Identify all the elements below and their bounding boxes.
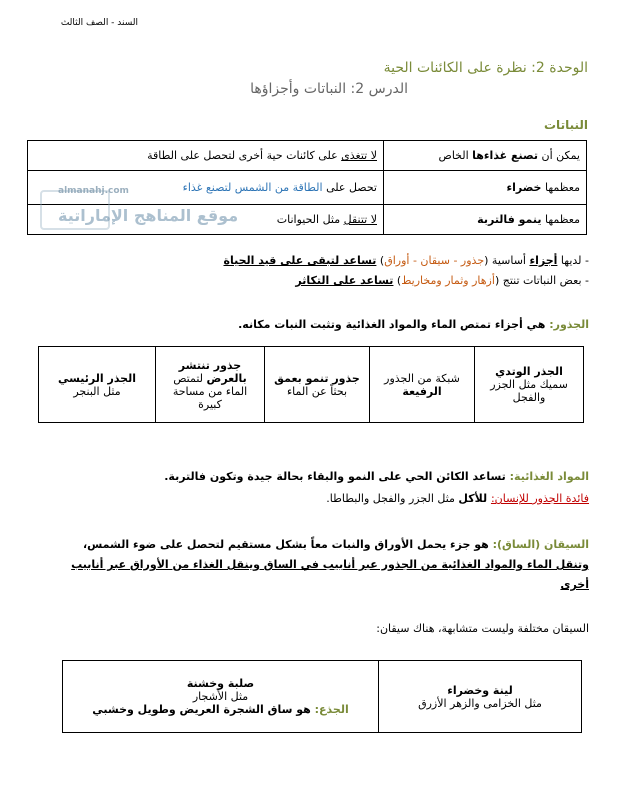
unit-title: الوحدة 2: نظرة على الكائنات الحية — [383, 60, 588, 76]
watermark-logo: almanahj.com — [58, 186, 129, 196]
roots-definition: الجذور: هي أجزاء تمتص الماء والمواد الغذائية وتثبت النبات مكانه. — [238, 318, 589, 331]
stems-line-2: وتنقل الماء والمواد الغذائية من الجذور عبر أنابيب في الساق وينقل الغذاء من الأوراق عبر أنابيب — [71, 558, 589, 571]
plants-cell-green: معظمها خضراء — [384, 171, 587, 205]
roots-table — [38, 346, 584, 423]
fact-parts: - لديها أجزاء أساسية (جذور - سيقان - أوراق) تساعد لتبقى على قيد الحياة — [223, 254, 589, 267]
fact-reproduction: - بعض النباتات تنتج (أزهار وثمار ومخاريط) تساعد على التكاثر — [295, 274, 589, 287]
plants-cell-no-move: لا تتنقل مثل الحيوانات — [28, 205, 384, 235]
root-tap: الجذر الوتدي سميك مثل الجزر والفجل — [475, 347, 584, 423]
plants-heading: النباتات — [544, 118, 588, 132]
watermark-text: موقع المناهج الإماراتية — [58, 206, 239, 225]
grade-header: السند - الصف الثالث — [60, 18, 138, 28]
roots-benefit: فائدة الجذور للإنسان: للأكل مثل الجزر والفجل والبطاطا. — [326, 492, 589, 505]
stem-soft: لينة وخضراء مثل الخزامى والزهر الأزرق — [379, 661, 582, 733]
nutrients-definition: المواد الغذائية: تساعد الكائن الحي على النمو والبقاء بحالة جيدة وتكون فالتربة. — [164, 470, 589, 483]
root-main: الجذر الرئيسي مثل البنجر — [39, 347, 156, 423]
root-wide: جذور تنتشر بالعرض لتمتص الماء من مساحة كبيرة — [156, 347, 265, 423]
plants-cell-make-food: يمكن أن تصنع غذاءها الخاص — [384, 141, 587, 171]
stems-table — [62, 660, 582, 733]
plants-cell-sun-energy: تحصل على الطاقة من الشمس لتصنع غذاء — [28, 171, 384, 205]
lesson-title: الدرس 2: النباتات وأجزاؤها — [250, 81, 408, 97]
root-fibrous: شبكة من الجذور الرفيعة — [370, 347, 475, 423]
root-deep: جذور تنمو بعمق بحثاً عن الماء — [265, 347, 370, 423]
plants-cell-soil: معظمها ينمو فالتربة — [384, 205, 587, 235]
stems-intro: السيقان مختلفة وليست متشابهة، هناك سيقان: — [376, 622, 589, 635]
plants-cell-no-feed: لا تتغذى على كائنات حية أخرى لتحصل على الطاقة — [28, 141, 384, 171]
stems-line-1: السيقان (الساق): هو جزء يحمل الأوراق والنبات معاً بشكل مستقيم لتحصل على ضوء الشمس، — [82, 538, 589, 551]
stem-hard: صلبة وخشنة مثل الأشجار الجذع: هو ساق الشجرة العريض وطويل وخشبي — [63, 661, 379, 733]
stems-line-3: أخرى — [560, 578, 589, 591]
